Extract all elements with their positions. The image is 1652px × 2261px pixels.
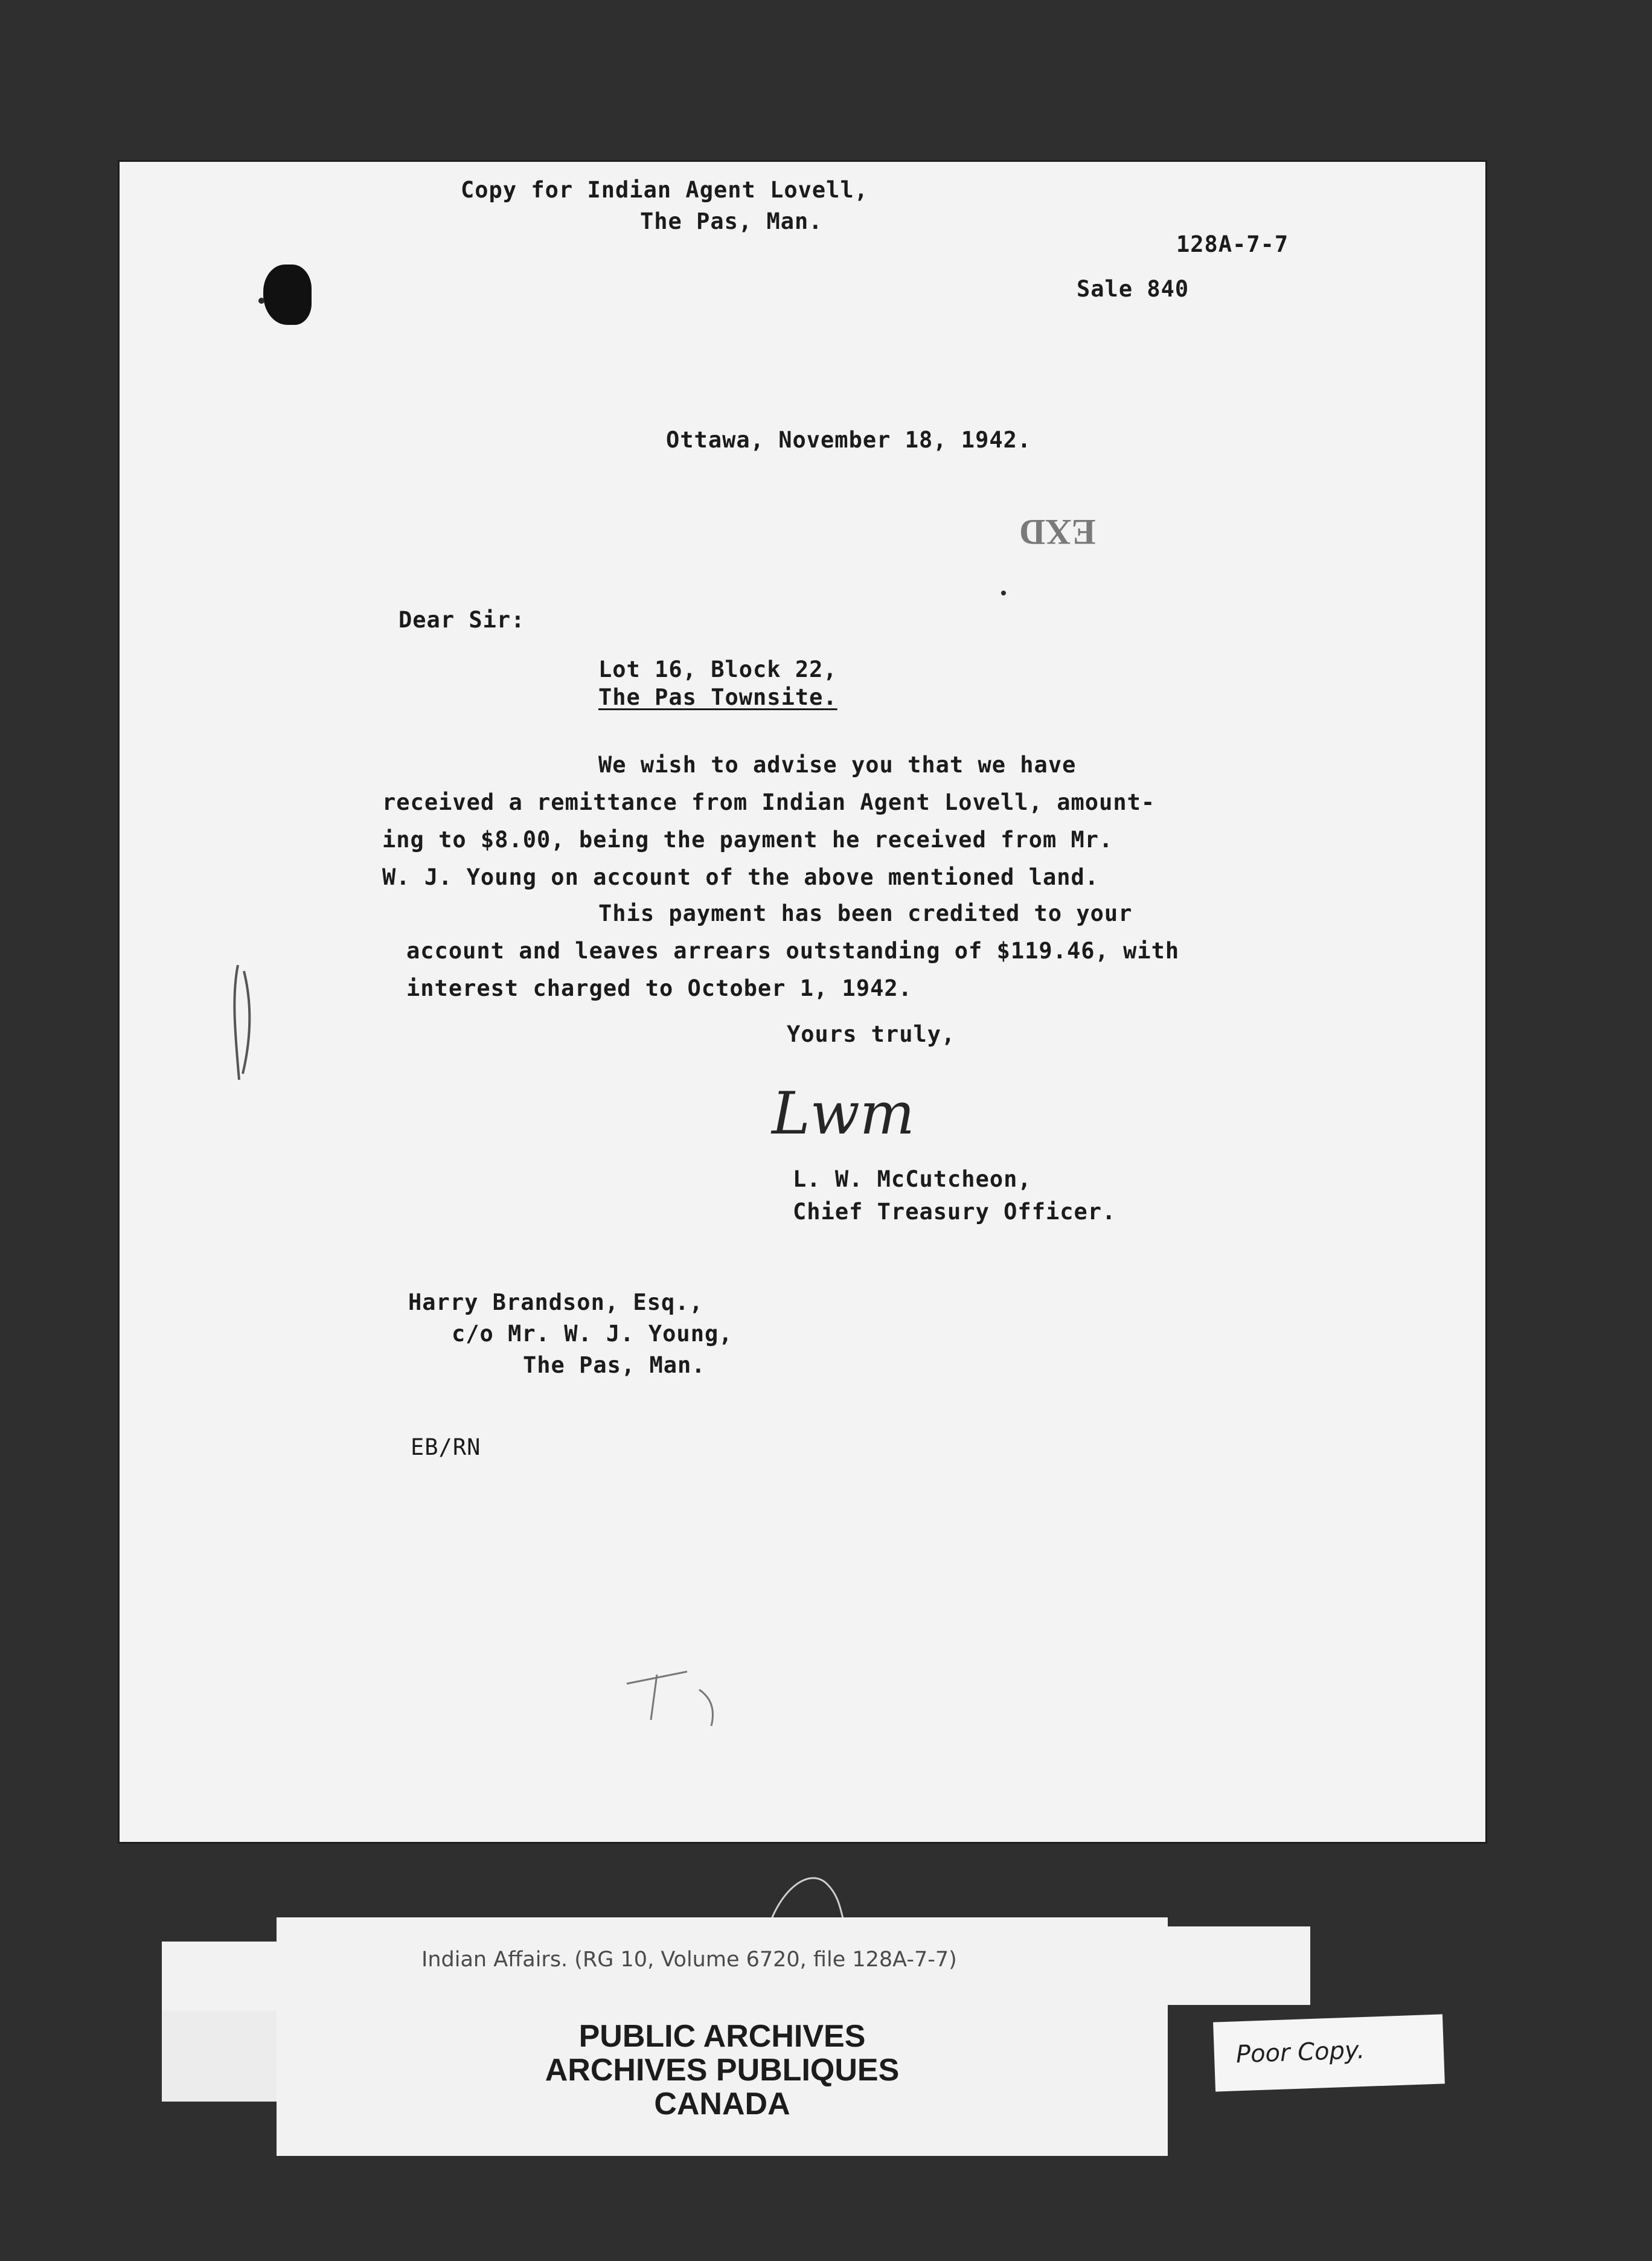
copy-note-line1: Copy for Indian Agent Lovell, (461, 177, 869, 203)
addressee-line1: Harry Brandson, Esq., (408, 1289, 703, 1315)
sale-number: Sale 840 (1077, 276, 1189, 302)
dateline: Ottawa, November 18, 1942. (666, 427, 1032, 453)
closing: Yours truly, (787, 1021, 956, 1047)
file-number: 128A-7-7 (1176, 231, 1289, 257)
archive-name-en: PUBLIC ARCHIVES (578, 2019, 866, 2054)
salutation: Dear Sir: (399, 607, 525, 633)
addressee-line3: The Pas, Man. (523, 1352, 706, 1378)
archive-country: CANADA (654, 2086, 790, 2121)
addressee-line2: c/o Mr. W. J. Young, (452, 1321, 733, 1347)
signer-title: Chief Treasury Officer. (793, 1199, 1116, 1225)
received-stamp: EXD (1019, 512, 1096, 552)
subject-line1: Lot 16, Block 22, (598, 656, 837, 682)
copy-note-line2: The Pas, Man. (640, 208, 823, 234)
para1-line1: We wish to advise you that we have (598, 752, 1077, 778)
para1-line2: received a remittance from Indian Agent Lovell, amount- (382, 789, 1156, 815)
speck (1001, 591, 1006, 595)
typist-initials: EB/RN (411, 1434, 481, 1460)
poor-copy-text: Poor Copy. (1235, 2036, 1365, 2069)
poor-copy-note (1213, 2014, 1445, 2091)
para1-line4: W. J. Young on account of the above mentioned land. (382, 864, 1100, 890)
archive-label (277, 1917, 1168, 2156)
subject-line2: The Pas Townsite. (598, 684, 837, 710)
letter-page (120, 162, 1485, 1842)
archive-reference: Indian Affairs. (RG 10, Volume 6720, file 128A-7-7) (421, 1948, 957, 1972)
margin-pencil-mark (226, 959, 262, 1092)
ink-blot (263, 265, 312, 325)
speck (258, 298, 264, 304)
archive-name-fr: ARCHIVES PUBLIQUES (545, 2053, 900, 2088)
label-flap (162, 2011, 277, 2102)
para2-line3: interest charged to October 1, 1942. (406, 975, 912, 1001)
para2-line2: account and leaves arrears outstanding of $119.46, with (406, 938, 1180, 964)
para1-line3: ing to $8.00, being the payment he received from Mr. (382, 827, 1113, 853)
pencil-scribble (615, 1647, 772, 1738)
para2-line1: This payment has been credited to your (598, 900, 1133, 926)
signature: Lwm (772, 1080, 915, 1147)
signer-name: L. W. McCutcheon, (793, 1166, 1032, 1192)
